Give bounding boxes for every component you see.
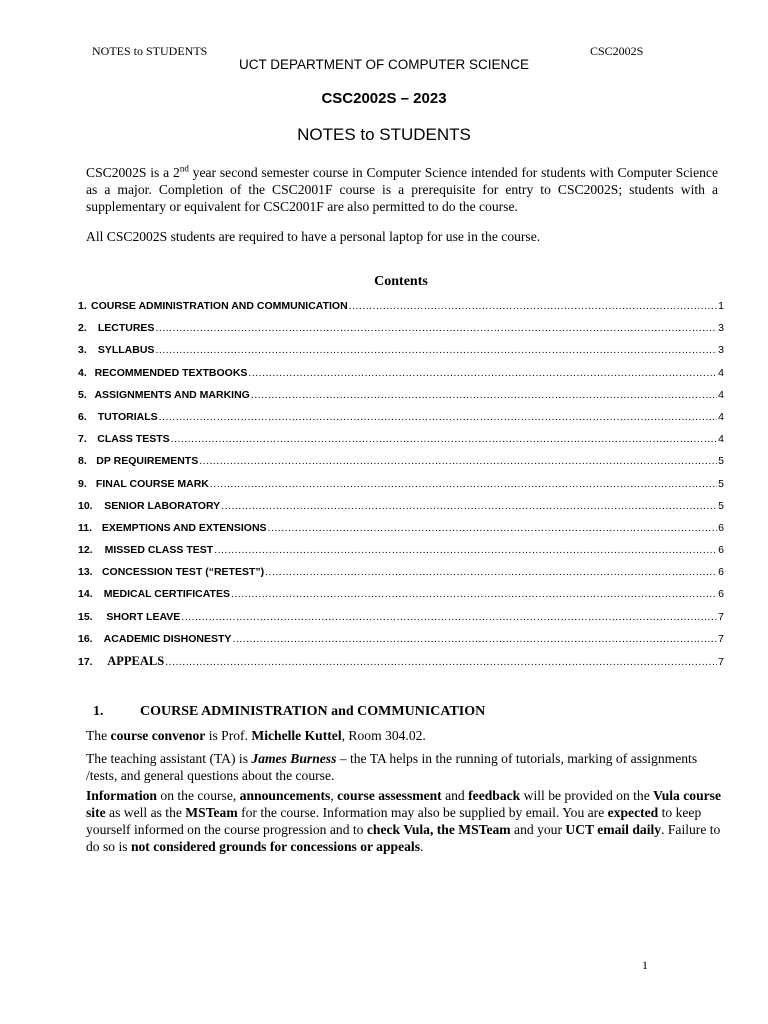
section-number: 1. [93, 704, 104, 719]
toc-title: SYLLABUS [97, 344, 155, 357]
toc-page: 4 [718, 388, 724, 401]
ta-name: James Burness [251, 751, 337, 766]
text: . [420, 839, 424, 854]
toc-item[interactable] [78, 607, 724, 629]
toc-page: 6 [718, 588, 724, 601]
toc-item[interactable] [78, 629, 724, 651]
text: and [441, 788, 469, 803]
intro-paragraph [86, 164, 718, 215]
toc-title: TUTORIALS [97, 410, 158, 423]
intro-text-b: year second semester course in Computer Science intended for students with Computer Science as a major. Completion of the CSC2001F course is a prerequisite for entry to CSC2002S; students with a supplementary or equivalent for CSC2001F are also permitted to do the course. [86, 165, 718, 214]
text: and your [510, 822, 566, 837]
text-bold: announcements [239, 788, 331, 803]
toc-number: 5. [78, 388, 87, 401]
toc-page: 5 [718, 477, 724, 490]
toc-number: 4. [78, 366, 87, 379]
toc-item[interactable] [78, 540, 724, 562]
toc-page: 7 [718, 632, 724, 645]
information-paragraph [86, 787, 722, 855]
text: to keep yourself informed on the course progression and to [86, 805, 702, 837]
toc-page: 5 [718, 455, 724, 468]
text: . Failure to do so is [86, 822, 721, 854]
toc-page: 6 [718, 544, 724, 557]
toc-leader [232, 629, 717, 649]
toc-number: 3. [78, 344, 87, 357]
intro-superscript: nd [179, 163, 189, 174]
toc-leader [155, 318, 717, 338]
text-bold: UCT email daily [565, 822, 662, 837]
text-bold: not considered grounds for concessions or appeals [130, 839, 420, 854]
header-department: UCT DEPARTMENT OF COMPUTER SCIENCE [238, 57, 530, 72]
text-bold: check Vula, the MSTeam [366, 822, 511, 837]
toc-number: 6. [78, 410, 87, 423]
toc-title: APPEALS [107, 654, 165, 668]
table-of-contents [78, 296, 724, 673]
toc-page: 1 [718, 300, 724, 312]
toc-title: SHORT LEAVE [106, 610, 181, 623]
toc-leader [349, 296, 717, 316]
text-bold: course convenor [110, 728, 206, 743]
toc-item[interactable] [78, 651, 724, 673]
toc-number: 11. [78, 521, 93, 534]
toc-item[interactable] [78, 451, 724, 473]
toc-title: MISSED CLASS TEST [104, 544, 214, 557]
toc-leader [221, 496, 717, 516]
toc-number: 12. [78, 544, 93, 557]
toc-page: 6 [718, 566, 724, 579]
toc-item[interactable] [78, 562, 724, 584]
contents-heading: Contents [374, 274, 428, 289]
toc-title: FINAL COURSE MARK [95, 477, 209, 490]
text-bold: MSTeam [185, 805, 238, 820]
laptop-requirement: All CSC2002S students are required to have a personal laptop for use in the course. [86, 229, 541, 244]
toc-number: 10. [78, 499, 93, 512]
text-bold: Vula course site [86, 788, 722, 820]
toc-number: 15. [78, 610, 93, 623]
toc-leader [214, 540, 717, 560]
toc-title: CONCESSION TEST (“RETEST”) [101, 566, 265, 579]
toc-item[interactable] [78, 363, 724, 385]
text: – the TA helps in the running of tutorials, marking of assignments /tests, and general questions about the course. [86, 751, 698, 783]
text: as well as the [105, 805, 186, 820]
toc-number: 17. [78, 656, 93, 668]
toc-page: 4 [718, 410, 724, 423]
toc-page: 7 [718, 610, 724, 623]
toc-title: LECTURES [97, 322, 155, 335]
toc-leader [181, 607, 717, 627]
toc-item[interactable] [78, 496, 724, 518]
toc-item[interactable] [78, 385, 724, 407]
convenor-paragraph [86, 727, 722, 744]
toc-item[interactable] [78, 340, 724, 362]
text: , Room 304.02. [341, 728, 426, 743]
ta-paragraph [86, 750, 722, 784]
toc-item[interactable] [78, 584, 724, 606]
text: The [86, 728, 111, 743]
toc-title: RECOMMENDED TEXTBOOKS [94, 366, 248, 379]
course-title: CSC2002S – 2023 [321, 90, 447, 107]
text-bold: expected [607, 805, 659, 820]
toc-number: 8. [78, 455, 87, 468]
toc-item[interactable] [78, 318, 724, 340]
text-bold: feedback [468, 788, 521, 803]
toc-item[interactable] [78, 518, 724, 540]
toc-title: ASSIGNMENTS AND MARKING [94, 388, 250, 401]
toc-item[interactable] [78, 474, 724, 496]
text: will be provided on the [520, 788, 654, 803]
section-title: COURSE ADMINISTRATION and COMMUNICATION [140, 704, 486, 719]
toc-number: 7. [78, 433, 87, 446]
convenor-name: Michelle Kuttel [251, 728, 342, 743]
toc-leader [231, 584, 717, 604]
toc-page: 5 [718, 499, 724, 512]
toc-number: 2. [78, 322, 87, 335]
toc-number: 14. [78, 588, 93, 601]
toc-number: 16. [78, 632, 93, 645]
toc-page: 3 [718, 322, 724, 335]
text: for the course. Information may also be supplied by email. You are [237, 805, 608, 820]
toc-leader [268, 518, 718, 538]
intro-text-a: CSC2002S is a 2 [86, 165, 180, 180]
toc-leader [265, 562, 717, 582]
toc-item[interactable] [78, 407, 724, 429]
header-course-code: CSC2002S [590, 44, 644, 58]
text: on the course, [157, 788, 240, 803]
toc-title: COURSE ADMINISTRATION AND COMMUNICATION [91, 300, 348, 312]
toc-number: 9. [78, 477, 87, 490]
header-left-text: NOTES to STUDENTS [92, 44, 208, 58]
toc-leader [171, 429, 718, 449]
toc-page: 7 [718, 656, 724, 668]
page-number: 1 [642, 958, 648, 972]
toc-page: 4 [718, 433, 724, 446]
toc-title: MEDICAL CERTIFICATES [103, 588, 230, 601]
toc-title: EXEMPTIONS AND EXTENSIONS [101, 521, 267, 534]
toc-title: ACADEMIC DISHONESTY [103, 632, 232, 645]
section-1-heading [93, 704, 485, 720]
toc-page: 6 [718, 521, 724, 534]
text: The teaching assistant (TA) is [86, 751, 252, 766]
toc-page: 3 [718, 344, 724, 357]
toc-page: 4 [718, 366, 724, 379]
document-title: NOTES to STUDENTS [297, 125, 471, 144]
toc-number: 13. [78, 566, 93, 579]
toc-leader [165, 652, 717, 672]
toc-number: 1. [78, 300, 87, 312]
toc-leader [155, 340, 717, 360]
toc-leader [251, 385, 717, 405]
toc-title: SENIOR LABORATORY [104, 499, 221, 512]
toc-leader [159, 407, 718, 427]
text: is Prof. [205, 728, 252, 743]
toc-leader [248, 363, 717, 383]
text: , [330, 788, 338, 803]
text-bold: course assessment [337, 788, 442, 803]
toc-leader [210, 474, 717, 494]
toc-item[interactable] [78, 296, 724, 318]
toc-leader [199, 451, 717, 471]
toc-title: DP REQUIREMENTS [96, 455, 199, 468]
toc-item[interactable] [78, 429, 724, 451]
text-bold: Information [86, 788, 157, 803]
toc-title: CLASS TESTS [97, 433, 170, 446]
